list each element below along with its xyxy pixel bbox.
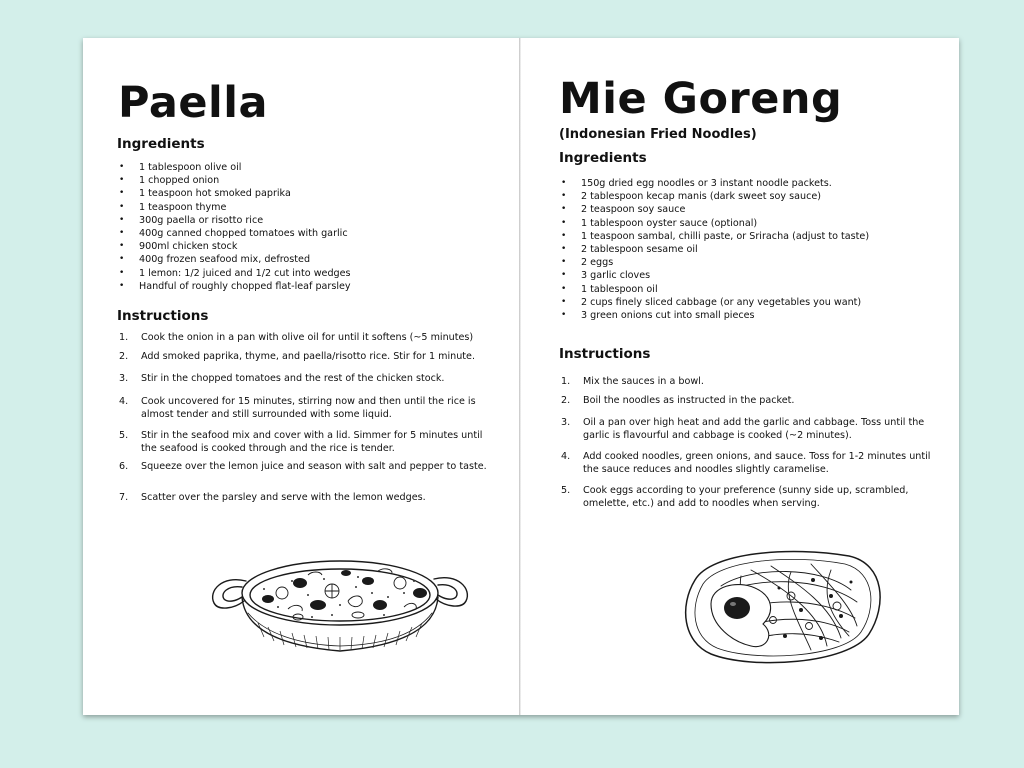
list-item	[559, 395, 933, 408]
list-item: • 900ml chicken stock	[117, 240, 497, 253]
mie-goreng-plate-illustration	[681, 546, 886, 670]
paella-instructions-list	[117, 332, 487, 512]
list-item: • 1 lemon: 1/2 juiced and 1/2 cut into wedges	[117, 267, 497, 280]
step-number: 1.	[561, 376, 571, 387]
step-number: 4.	[561, 451, 571, 462]
paella-pan-illustration	[208, 553, 473, 665]
step-text: Mix the sauces in a bowl.	[583, 376, 704, 387]
step-number: 2.	[561, 395, 571, 406]
list-item: • 2 tablespoon sesame oil	[559, 243, 949, 256]
step-text: Boil the noodles as instructed in the packet.	[583, 395, 795, 406]
step-text: Scatter over the parsley and serve with the lemon wedges.	[141, 492, 426, 503]
list-item: • 1 teaspoon hot smoked paprika	[117, 187, 497, 200]
list-item: • 2 tablespoon kecap manis (dark sweet soy sauce)	[559, 190, 949, 203]
list-item: • 2 cups finely sliced cabbage (or any vegetables you want)	[559, 296, 949, 309]
step-number: 3.	[119, 373, 129, 384]
step-text: Cook uncovered for 15 minutes, stirring now and then until the rice is almost tender and still surrounded with some liquid.	[141, 396, 476, 420]
mie-goreng-title: Mie Goreng	[559, 74, 843, 124]
list-item	[117, 373, 487, 386]
step-number: 2.	[119, 351, 129, 362]
list-item: • 400g frozen seafood mix, defrosted	[117, 253, 497, 266]
list-item: • 1 tablespoon oil	[559, 283, 949, 296]
list-item: • Handful of roughly chopped flat-leaf parsley	[117, 280, 497, 293]
list-item	[559, 485, 933, 510]
step-text: Stir in the chopped tomatoes and the rest of the chicken stock.	[141, 373, 445, 384]
list-item: • 3 green onions cut into small pieces	[559, 309, 949, 322]
step-text: Stir in the seafood mix and cover with a lid. Simmer for 5 minutes until the seafood is cooked through and the rice is tender.	[141, 430, 483, 454]
list-item: • 2 teaspoon soy sauce	[559, 203, 949, 216]
step-number: 1.	[119, 332, 129, 343]
step-number: 5.	[561, 485, 571, 496]
left-page-paella	[83, 38, 520, 715]
step-text: Add cooked noodles, green onions, and sauce. Toss for 1-2 minutes until the sauce reduces and noodles slightly caramelise.	[583, 451, 931, 475]
list-item	[117, 396, 487, 421]
list-item	[117, 351, 487, 364]
list-item	[559, 376, 933, 389]
step-number: 3.	[561, 417, 571, 428]
list-item: • 150g dried egg noodles or 3 instant noodle packets.	[559, 177, 949, 190]
step-number: 6.	[119, 461, 129, 472]
list-item: • 1 tablespoon olive oil	[117, 161, 497, 174]
paella-instructions-heading: Instructions	[117, 308, 209, 324]
mie-goreng-ingredients-list	[559, 177, 949, 322]
mie-goreng-instructions-heading: Instructions	[559, 346, 651, 362]
step-number: 4.	[119, 396, 129, 407]
paella-ingredients-heading: Ingredients	[117, 136, 205, 152]
list-item: • 3 garlic cloves	[559, 269, 949, 282]
step-text: Add smoked paprika, thyme, and paella/risotto rice. Stir for 1 minute.	[141, 351, 476, 362]
mie-goreng-subtitle: (Indonesian Fried Noodles)	[559, 127, 757, 142]
recipe-book-spread	[83, 38, 959, 715]
step-text: Squeeze over the lemon juice and season with salt and pepper to taste.	[141, 461, 487, 472]
list-item	[117, 492, 487, 505]
list-item	[117, 430, 487, 455]
list-item	[559, 451, 933, 476]
step-text: Cook the onion in a pan with olive oil for until it softens (~5 minutes)	[141, 332, 474, 343]
list-item: • 1 teaspoon sambal, chilli paste, or Sriracha (adjust to taste)	[559, 230, 949, 243]
list-item: • 1 teaspoon thyme	[117, 201, 497, 214]
right-page-mie-goreng	[521, 38, 959, 715]
step-number: 5.	[119, 430, 129, 441]
list-item: • 1 tablespoon oyster sauce (optional)	[559, 217, 949, 230]
mie-goreng-instructions-list	[559, 376, 933, 516]
list-item: • 300g paella or risotto rice	[117, 214, 497, 227]
list-item	[559, 417, 933, 442]
step-text: Cook eggs according to your preference (sunny side up, scrambled, omelette, etc.) and add to noodles when serving.	[583, 485, 909, 509]
list-item: • 2 eggs	[559, 256, 949, 269]
list-item	[117, 461, 487, 474]
step-number: 7.	[119, 492, 129, 503]
step-text: Oil a pan over high heat and add the garlic and cabbage. Toss until the garlic is flavourful and cabbage is cooked (~2 minutes).	[583, 417, 925, 441]
paella-ingredients-list	[117, 161, 497, 293]
paella-title: Paella	[118, 78, 269, 128]
list-item	[117, 332, 487, 345]
mie-goreng-ingredients-heading: Ingredients	[559, 150, 647, 166]
list-item: • 1 chopped onion	[117, 174, 497, 187]
list-item: • 400g canned chopped tomatoes with garlic	[117, 227, 497, 240]
